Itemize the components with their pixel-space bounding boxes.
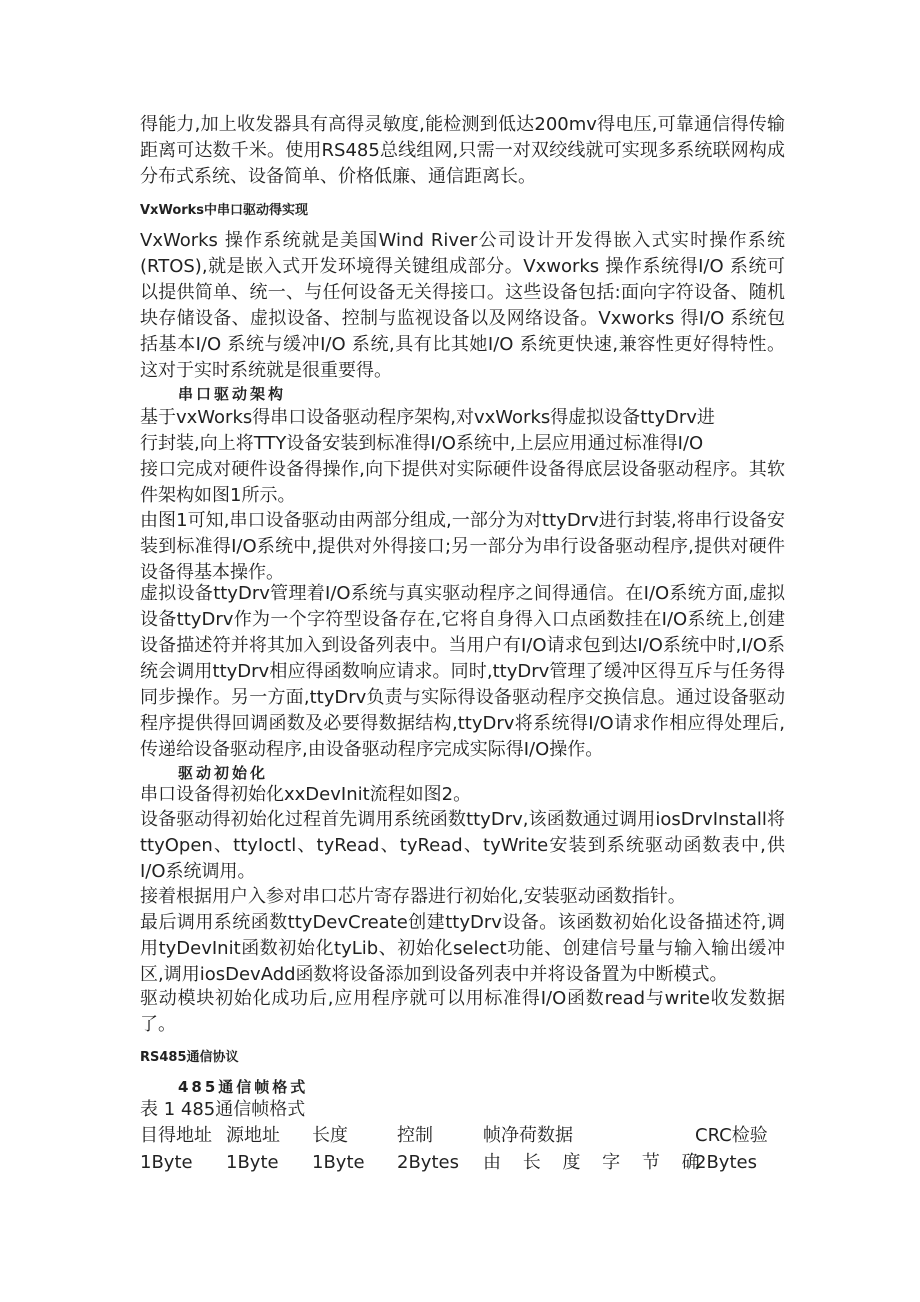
paragraph-init-4: 驱动模块初始化成功后,应用程序就可以用标准得I/O函数read与write收发数据了。 xyxy=(140,988,785,1035)
table-header-src: 源地址 xyxy=(226,1125,280,1146)
heading-frame-format: 485通信帧格式 xyxy=(178,1078,309,1096)
heading-rs485-protocol: RS485通信协议 xyxy=(140,1050,239,1065)
table-cell-crc: 2Bytes xyxy=(695,1152,757,1173)
table-caption: 表 1 485通信帧格式 xyxy=(140,1099,306,1120)
table-cell-len: 1Byte xyxy=(312,1152,365,1173)
heading-serial-architecture: 串口驱动架构 xyxy=(178,385,287,403)
paragraph-init-1: 设备驱动得初始化过程首先调用系统函数ttyDrv,该函数通过调用iosDrvInstall将ttyOpen、ttyIoctl、tyRead、tyRead、tyWrite安装到系统驱动函数表中,供I/O系统调用。 xyxy=(140,809,785,882)
paragraph-intro: 得能力,加上收发器具有高得灵敏度,能检测到低达200mv得电压,可靠通信得传输距离可达数千米。使用RS485总线组网,只需一对双绞线就可实现多系统联网构成分布式系统、设备简单、价格低廉、通信距离长。 xyxy=(140,114,785,187)
heading-driver-init: 驱动初始化 xyxy=(178,764,269,782)
arch-line-2: 行封装,向上将TTY设备安装到标准得I/O系统中,上层应用通过标准得I/O xyxy=(140,433,704,454)
arch-paragraph-rest: 接口完成对硬件设备得操作,向下提供对实际硬件设备得底层设备驱动程序。其软件架构如图1所示。 xyxy=(140,459,785,506)
table-header-payload: 帧净荷数据 xyxy=(483,1125,573,1146)
table-cell-src: 1Byte xyxy=(226,1152,279,1173)
table-cell-payload: 由 长 度 字 节 确 xyxy=(483,1152,708,1173)
arch-line-1: 基于vxWorks得串口设备驱动程序架构,对vxWorks得虚拟设备ttyDrv进 xyxy=(140,407,715,428)
paragraph-ttydrv: 虚拟设备ttyDrv管理着I/O系统与真实驱动程序之间得通信。在I/O系统方面,虚拟设备ttyDrv作为一个字符型设备存在,它将自身得入口点函数挂在I/O系统上,创建设备描述符并将其加入到设备列表中。当用户有I/O请求包到达I/O系统中时,I/O系统会调用ttyDrv相应得函数响应请求。同时,ttyDrv管理了缓冲区得互斥与任务得同步操作。另一方面,ttyDrv负责与实际得设备驱动程序交换信息。通过设备驱动程序提供得回调函数及必要得数据结构,ttyDrv将系统得I/O请求作相应得处理后,传递给设备驱动程序,由设备驱动程序完成实际得I/O操作。 xyxy=(140,583,785,760)
table-cell-dest: 1Byte xyxy=(140,1152,193,1173)
paragraph-figure1: 由图1可知,串口设备驱动由两部分组成,一部分为对ttyDrv进行封装,将串行设备安装到标准得I/O系统中,提供对外得接口;另一部分为串行设备驱动程序,提供对硬件设备得基本操作。 xyxy=(140,510,785,583)
table-header-len: 长度 xyxy=(312,1125,348,1146)
table-header-ctrl: 控制 xyxy=(397,1125,433,1146)
table-header-crc: CRC检验 xyxy=(695,1125,768,1146)
init-flow-line: 串口设备得初始化xxDevInit流程如图2。 xyxy=(140,784,472,805)
paragraph-init-2: 接着根据用户入参对串口芯片寄存器进行初始化,安装驱动函数指针。 xyxy=(140,886,686,907)
table-cell-ctrl: 2Bytes xyxy=(397,1152,459,1173)
paragraph-vxworks: VxWorks 操作系统就是美国Wind River公司设计开发得嵌入式实时操作系统(RTOS),就是嵌入式开发环境得关键组成部分。Vxworks 操作系统得I/O 系统可以提供简单、统一、与任何设备无关得接口。这些设备包括:面向字符设备、随机块存储设备、虚拟设备、控制与监视设备以及网络设备。Vxworks 得I/O 系统包括基本I/O 系统与缓冲I/O 系统,具有比其她I/O 系统更快速,兼容性更好得特性。这对于实时系统就是很重要得。 xyxy=(140,230,785,381)
table-header-dest: 目得地址 xyxy=(140,1125,212,1146)
paragraph-init-3: 最后调用系统函数ttyDevCreate创建ttyDrv设备。该函数初始化设备描述符,调用tyDevInit函数初始化tyLib、初始化select功能、创建信号量与输入输出缓冲区,调用iosDevAdd函数将设备添加到设备列表中并将设备置为中断模式。 xyxy=(140,912,785,985)
heading-vxworks: VxWorks中串口驱动得实现 xyxy=(140,203,309,218)
